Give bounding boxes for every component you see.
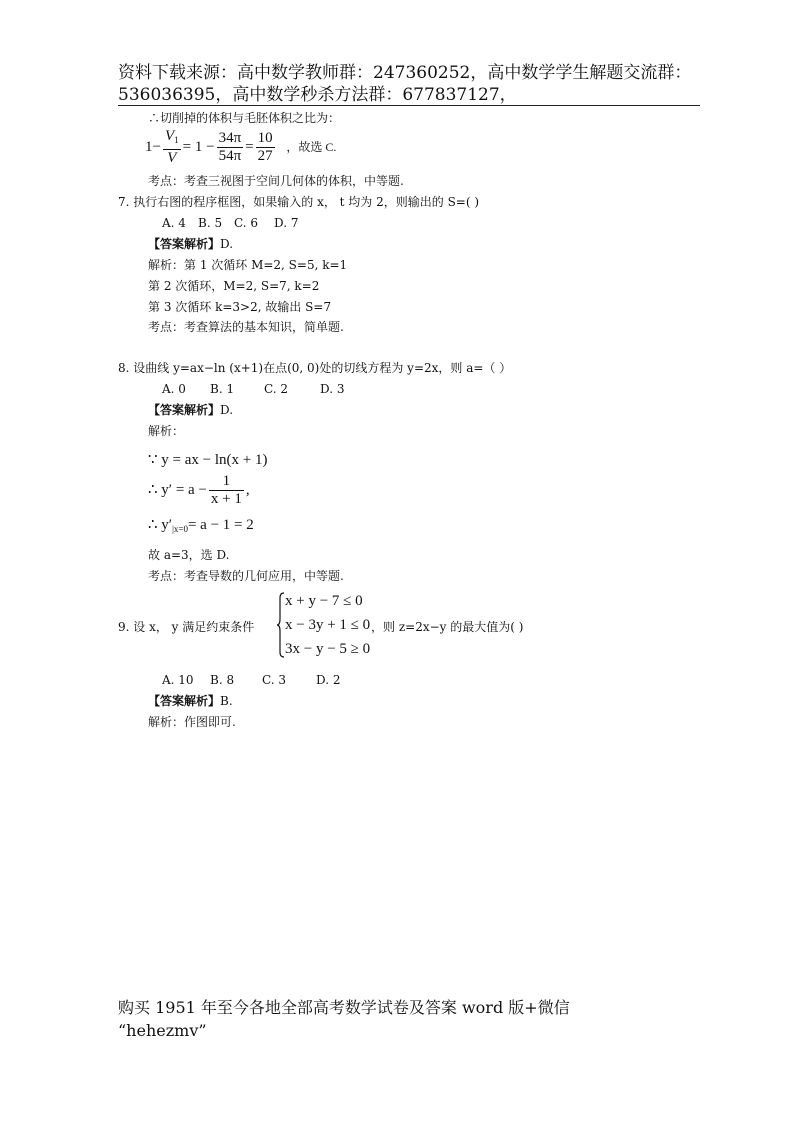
formula-minus: −	[152, 138, 161, 155]
q8-eq2-numerator: 1	[209, 473, 244, 491]
q9-constraint-2: x − 3y + 1 ≤ 0	[285, 617, 371, 633]
q8-eq3-right: = a − 1 = 2	[187, 517, 254, 533]
q8-option-c: C. 2	[264, 382, 289, 396]
q8-jiexi: 解析：	[148, 424, 185, 438]
q8-answer-label: 【答案解析】	[148, 403, 221, 417]
q8-eq2-fraction	[209, 473, 244, 508]
q7-answer-label: 【答案解析】	[148, 237, 221, 251]
q8-eq3	[148, 515, 254, 534]
q9-option-d: D. 2	[316, 673, 341, 687]
q7-option-b: B. 5	[198, 216, 223, 230]
q9-answer-label: 【答案解析】	[148, 694, 221, 708]
q8-eq2-tail: ,	[245, 481, 250, 498]
q8-option-d: D. 3	[320, 382, 345, 396]
v-denominator: V	[167, 150, 177, 166]
constraint-brace	[277, 592, 285, 658]
volume-ratio-formula	[145, 128, 336, 167]
q8-eq3-left: ∴ y′	[148, 517, 173, 533]
q9-constraint-3: 3x − y − 5 ≥ 0	[285, 641, 371, 657]
formula-one: 1	[145, 138, 153, 155]
q7-line-2: 第 2 次循环，M=2, S=7, k=2	[148, 279, 320, 293]
denominator-27: 27	[257, 148, 273, 164]
prev-intro: ∴切削掉的体积与毛胚体积之比为：	[148, 111, 341, 125]
numerator-34pi: 34π	[218, 130, 242, 146]
q7-option-d: D. 7	[274, 216, 299, 230]
q9-stem-left: 9. 设 x， y 满足约束条件	[118, 620, 255, 634]
q9-answer	[148, 694, 233, 708]
q8-option-b: B. 1	[210, 382, 235, 396]
q8-eq2	[148, 473, 250, 508]
header-line-2: 536036395，高中数学秒杀方法群：677837127，	[118, 85, 517, 105]
q8-eq1: ∵ y = ax − ln(x + 1)	[148, 452, 268, 468]
fraction-v1-over-v	[163, 128, 181, 167]
q7-line-3: 第 3 次循环 k=3>2, 故输出 S=7	[148, 300, 332, 314]
q8-answer-value: D.	[220, 403, 234, 417]
prev-kaodian: 考点：考查三视图于空间几何体的体积，中等题.	[148, 174, 404, 188]
q8-eq2-denominator: x + 1	[210, 491, 242, 507]
q8-eq3-subscript: |x=0	[172, 524, 188, 534]
q9-jiexi: 解析：作图即可.	[148, 715, 236, 729]
q9-option-c: C. 3	[262, 673, 287, 687]
header-divider	[118, 105, 700, 106]
q9-option-b: B. 8	[210, 673, 235, 687]
q8-option-a: A. 0	[162, 382, 186, 396]
q7-stem: 7. 执行右图的程序框图，如果输入的 x， t 均为 2，则输出的 S=( )	[118, 195, 480, 209]
q8-options	[162, 382, 344, 396]
header-line-1: 资料下载来源：高中数学教师群：247360252，高中数学学生解题交流群：	[118, 63, 692, 83]
q7-option-a: A. 4	[162, 216, 186, 230]
q9-options	[162, 673, 340, 687]
denominator-54pi: 54π	[218, 148, 242, 164]
footer-line-1: 购买 1951 年至今各地全部高考数学试卷及答案 word 版+微信	[118, 998, 570, 1017]
numerator-10: 10	[257, 130, 273, 146]
fraction-34-over-54	[217, 130, 244, 165]
formula-eq2: =	[245, 138, 254, 155]
q7-line-1: 解析：第 1 次循环 M=2, S=5, k=1	[148, 258, 348, 272]
q8-stem: 8. 设曲线 y=ax−ln (x+1)在点(0, 0)处的切线方程为 y=2x，则 a=（ ）	[118, 361, 512, 375]
q7-kaodian: 考点：考查算法的基本知识，简单题.	[148, 320, 344, 334]
v-symbol: V	[164, 128, 175, 144]
q8-kaodian: 考点：考查导数的几何应用，中等题.	[148, 569, 344, 583]
q9-constraint-1: x + y − 7 ≤ 0	[285, 593, 363, 609]
q7-option-c: C. 6	[234, 216, 259, 230]
formula-tail: ，故选 C.	[286, 139, 337, 154]
q8-eq2-left: ∴ y′ = a −	[148, 481, 207, 498]
q7-options	[162, 216, 298, 230]
q7-answer-value: D.	[220, 237, 234, 251]
formula-eq1: = 1 −	[182, 138, 215, 155]
q8-conclusion: 故 a=3，选 D.	[148, 548, 230, 562]
q9-stem-right: ，则 z=2x−y 的最大值为( )	[371, 620, 524, 634]
fraction-10-over-27	[256, 130, 275, 165]
v-subscript: 1	[174, 135, 179, 145]
q9-answer-value: B.	[220, 694, 233, 708]
q7-answer	[148, 237, 233, 251]
q9-option-a: A. 10	[162, 673, 194, 687]
footer-line-2: “hehezmv”	[118, 1021, 207, 1040]
q8-answer	[148, 403, 233, 417]
